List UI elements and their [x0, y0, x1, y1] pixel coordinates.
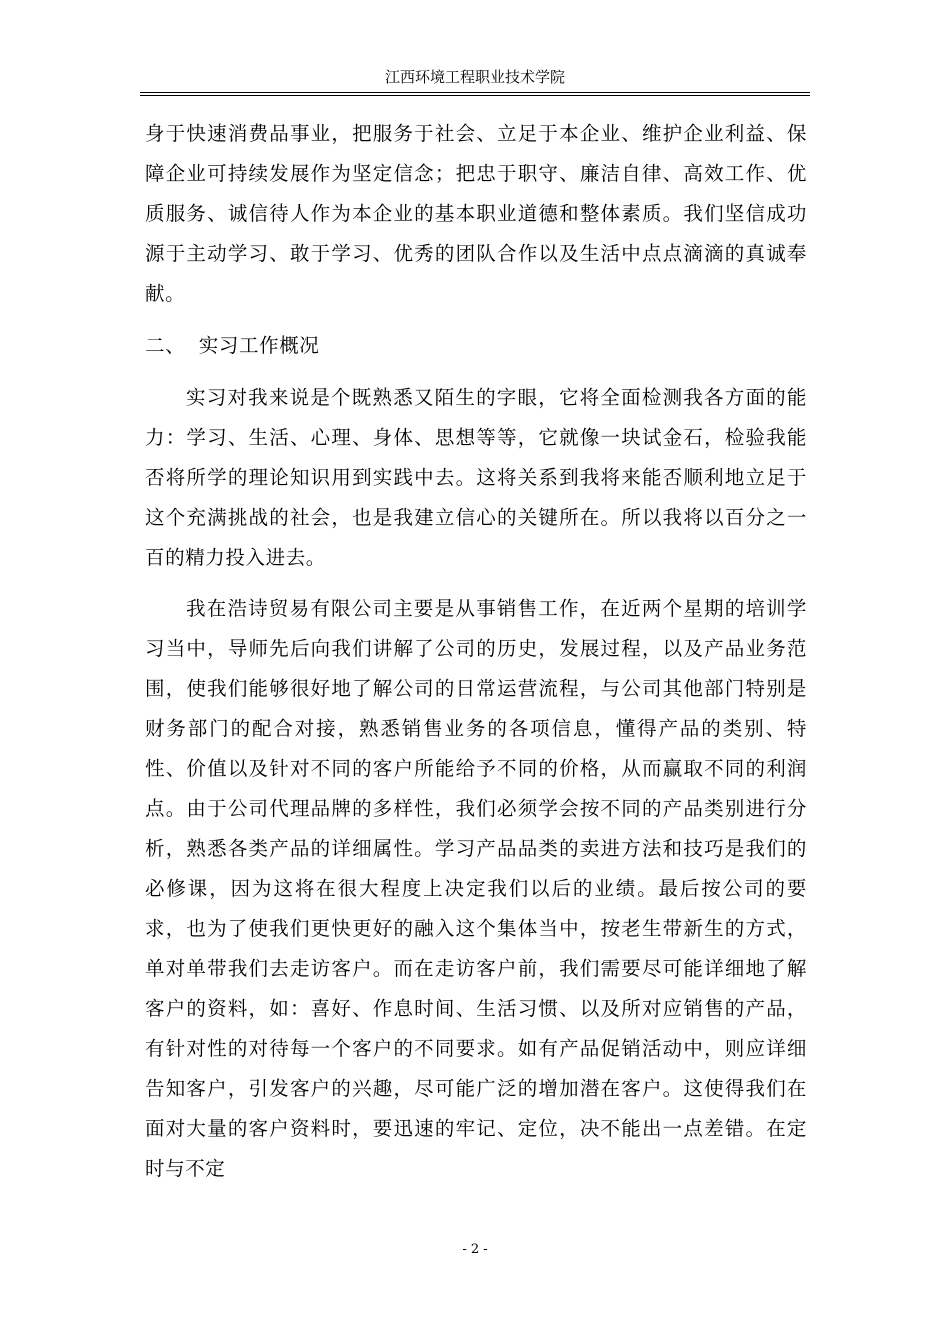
header-rule — [140, 92, 810, 93]
section-heading: 二、 实习工作概况 — [145, 334, 320, 357]
paragraph-work: 我在浩诗贸易有限公司主要是从事销售工作，在近两个星期的培训学习当中，导师先后向我们讲解了公司的历史，发展过程，以及产品业务范围，使我们能够很好地了解公司的日常运营流程，与公司其他部门特别是财务部门的配合对接，熟悉销售业务的各项信息，懂得产品的类别、特性、价值以及针对不同的客户所能给予不同的价格，从而赢取不同的利润点。由于公司代理品牌的多样性，我们必须学会按不同的产品类别进行分析，熟悉各类产品的详细属性。学习产品品类的卖进方法和技巧是我们的必修课，因为这将在很大程度上决定我们以后的业绩。最后按公司的要求，也为了使我们更快更好的融入这个集体当中，按老生带新生的方式，单对单带我们去走访客户。而在走访客户前，我们需要尽可能详细地了解客户的资料，如：喜好、作息时间、生活习惯、以及所对应销售的产品，有针对性的对待每一个客户的不同要求。如有产品促销活动中，则应详细告知客户，引发客户的兴趣，尽可能广泛的增加潜在客户。这使得我们在面对大量的客户资料时，要迅速的牢记、定位，决不能出一点差错。在定时与不定 — [145, 597, 807, 1180]
paragraph-intro: 实习对我来说是个既熟悉又陌生的字眼，它将全面检测我各方面的能力：学习、生活、心理、身体、思想等等，它就像一块试金石，检验我能否将所学的理论知识用到实践中去。这将关系到我将来能否顺利地立足于这个充满挑战的社会，也是我建立信心的关键所在。所以我将以百分之一百的精力投入进去。 — [145, 386, 807, 569]
paragraph-gap — [145, 578, 807, 589]
page-header-title: 江西环境工程职业技术学院 — [384, 68, 565, 86]
paragraph-continued: 身于快速消费品事业，把服务于社会、立足于本企业、维护企业利益、保障企业可持续发展作为坚定信念；把忠于职守、廉洁自律、高效工作、优质服务、诚信待人作为本企业的基本职业道德和整体素质。我们坚信成功源于主动学习、敢于学习、优秀的团队合作以及生活中点点滴滴的真诚奉献。 — [145, 122, 807, 305]
document-body — [145, 114, 807, 1189]
header-rule-thin — [140, 95, 810, 96]
page-number: - 2 - — [462, 1242, 488, 1257]
